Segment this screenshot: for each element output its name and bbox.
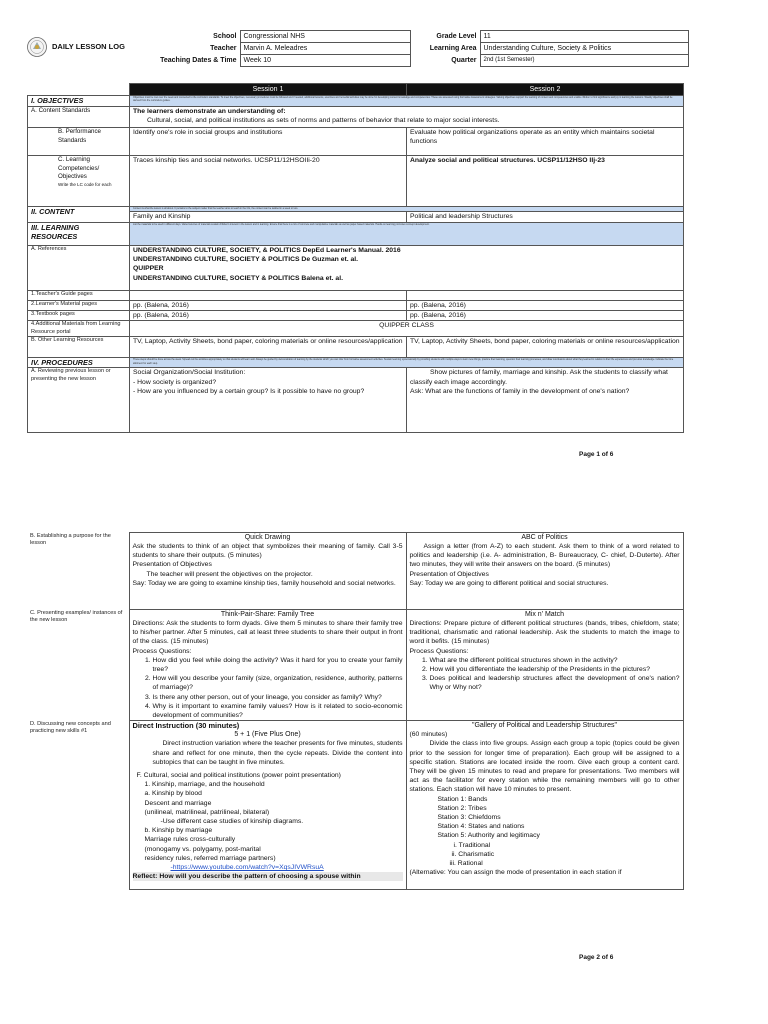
establishing-s2-po: Presentation of Objectives: [409, 570, 489, 578]
presenting-s2-pq: Process Questions:: [409, 647, 469, 655]
other-label: B. Other Learning Resources: [28, 337, 130, 358]
reference-1: UNDERSTANDING CULTURE, SOCIETY, & POLITICS DepEd Learner's Manual. 2016: [133, 247, 401, 254]
lm-s2: pp. (Balena, 2016): [407, 301, 684, 311]
discussing-s1-line6: -Use different case studies of kinship diagrams.: [160, 818, 304, 826]
procedures-note: These steps should be done across the week. Spread out the activities appropriately so that students will learn well. Always be guided by demonstration of learning by the students which you can infer from formative assessment activities. Sustain learning systematically by providing students with multiple ways to learn new things, practice their learning, question their learning processes, and draw conclusions about what they learned in relation to their life experiences and previous knowledge. Indicate the time allotment for each step.: [130, 358, 684, 368]
discussing-s1-line9: (monogamy vs. polygamy, post-marital: [144, 845, 261, 853]
tg-label: 1.Teacher's Guide pages: [28, 291, 130, 301]
discussing-s1-line7: b. Kinship by marriage: [144, 827, 213, 835]
content-standards-line1: The learners demonstrate an understanding of:: [133, 108, 286, 115]
performance-s2: Evaluate how political organizations operate as an entity which maintains societal functions: [407, 128, 684, 156]
lesson-table-page1: [27, 83, 684, 433]
presenting-s1-body: Directions: Ask the students to form dyads. Give them 5 minutes to share their family tree to his/her partner. After 5 minutes, call at least three students to share their output in front of the class. (15 minutes): [132, 620, 403, 646]
discussing-s1-line3: a. Kinship by blood: [144, 790, 202, 798]
discussing-s1-reflect: Reflect: How will you describe the pattern of choosing a spouse within: [133, 872, 403, 881]
additional-label: 4.Additional Materials from Learning Resource portal: [28, 321, 130, 337]
performance-s1: Identify one's role in social groups and institutions: [130, 128, 407, 156]
presenting-label: C. Presenting examples/ instances of the new lesson: [27, 610, 129, 721]
content-standards-label: A. Content Standards: [28, 107, 130, 128]
presenting-s1-q4: 4. Why is it important to examine family values? How is it related to socio-economic development of communities?: [153, 702, 403, 720]
content-heading: II. CONTENT: [28, 207, 130, 223]
discussing-s2-sub3: iii. Rational: [449, 860, 483, 868]
discussing-label: D. Discussing new concepts and practicing new skills #1: [27, 721, 129, 890]
reviewing-s1-line1: Social Organization/Social Institution:: [133, 369, 246, 377]
session-2-header: Session 2: [407, 84, 684, 96]
presenting-s2-body: Directions: Prepare picture of different political structures (bands, tribes, chiefdom, state; traditional, charismatic and rational leadership. Ask the students to match the image to word it befits. (15 minutes): [409, 620, 680, 646]
discussing-s2-body: Divide the class into five groups. Assign each group a topic (topics could be given prior to the session for longer time of preparation). Each group will be assigned to a specific station. Stations are located inside the room. Give each group a content card. They will be given 15 minutes to read and prepare for presentations. Two members will act as the facilitator for every station while the remaining members will go to other stations. Each station will have 10 minutes to present.: [409, 740, 680, 794]
other-s2: TV, Laptop, Activity Sheets, bond paper, coloring materials or online resources/application: [407, 337, 684, 358]
content-s2: Political and leadership Structures: [407, 212, 684, 223]
reference-4: UNDERSTANDING CULTURE, SOCIETY & POLITICS Balena et. al.: [133, 274, 343, 282]
grade-label: Grade Level: [436, 32, 477, 40]
discussing-s2-sub1: i. Traditional: [453, 841, 491, 849]
reviewing-s1-line2: - How society is organized?: [133, 378, 217, 386]
discussing-s2-station5: Station 5: Authority and legitimacy: [437, 832, 540, 840]
reviewing-label: A. Reviewing previous lesson or presenting the new lesson: [28, 368, 130, 433]
deped-seal: [27, 37, 47, 57]
discussing-s1-line1: F. Cultural, social and political institutions (power point presentation): [136, 772, 341, 780]
presenting-s2-q3: 3. Does political and leadership structures affect the development of one's nation? Why or Why not?: [430, 674, 680, 692]
page-number-2: Page 2 of 6: [579, 954, 614, 961]
discussing-s1-line2: 1. Kinship, marriage, and the household: [144, 781, 265, 789]
header-table: [132, 30, 689, 67]
discussing-s1-line8: Marriage rules cross-culturally: [144, 836, 236, 844]
school-label: School: [213, 32, 237, 40]
additional-value: QUIPPER CLASS: [130, 321, 684, 337]
teacher-label: Teacher: [210, 44, 237, 52]
discussing-s2-station4: Station 4: States and nations: [437, 823, 525, 831]
quarter-label: Quarter: [451, 56, 477, 64]
session-1-header: Session 1: [130, 84, 407, 96]
competencies-note: Write the LC code for each: [58, 181, 112, 187]
dates-value: Week 10: [240, 55, 410, 67]
presenting-s2-q1: 1. What are the different political structures shown in the activity?: [430, 656, 680, 665]
presenting-s2-q2: 2. How will you differentiate the leadership of the Presidents in the pictures?: [430, 665, 680, 674]
presenting-s1-q3: 3. Is there any other person, out of your lineage, you consider as family? Why?: [153, 693, 403, 702]
reference-3: QUIPPER: [133, 265, 164, 273]
references-label: A. References: [28, 246, 130, 291]
establishing-s1-body: Ask the students to think of an object that symbolizes their meaning of family. Call 3-5 students to share their outputs. (5 minutes): [132, 543, 403, 560]
establishing-s2-body: Assign a letter (from A-Z) to each student. Ask them to think of a word related to politics and leadership (i.e. A- administration, B- Bureaucracy, C- chief, D-Duterte). After two minutes, they will write their answers on the board. (5 minutes): [409, 543, 680, 569]
grade-value: 11: [480, 31, 688, 43]
presenting-s1-q1: 1. How did you feel while doing the activity? Was it hard for you to create your family tree?: [153, 656, 403, 674]
resources-heading: III. LEARNING RESOURCES: [28, 223, 130, 246]
reviewing-s2-line1: Show pictures of family, marriage and kinship. Ask the students to classify what classify each image accordingly.: [410, 369, 668, 386]
performance-standards-label: B. Performance Standards: [28, 128, 130, 156]
discussing-s1-line10: residency rules, referred marriage partners): [144, 854, 276, 862]
establishing-s1-title: Quick Drawing: [244, 534, 291, 541]
other-s1: TV, Laptop, Activity Sheets, bond paper, coloring materials or online resources/application: [130, 337, 407, 358]
establishing-s1-teacher: The teacher will present the objectives on the projector.: [146, 570, 313, 578]
discussing-s2-alt: (Alternative: You can assign the mode of presentation in each station if: [409, 869, 622, 877]
area-label: Learning Area: [429, 44, 477, 52]
competencies-s2: Analyze social and political structures. UCSP11/12HSO IIj-23: [407, 156, 684, 207]
establishing-s2-title: ABC of Politics: [521, 534, 568, 541]
discussing-s1-line5: (unilineal, matrilineal, patrilineal, bilateral): [144, 808, 270, 816]
reviewing-s1-line3: - How are you influenced by a certain group? Is it possible to have no group?: [133, 387, 365, 395]
discussing-s2-title: "Gallery of Political and Leadership Structures": [471, 722, 618, 730]
discussing-s2-station2: Station 2: Tribes: [437, 804, 487, 812]
doc-title: DAILY LESSON LOG: [52, 42, 125, 51]
competencies-label: C. Learning Competencies/ Objectives: [58, 156, 100, 180]
establishing-s2-say: Say: Today we are going to different political and social structures.: [409, 579, 609, 587]
content-standards-line2: Cultural, social, and political institutions as sets of norms and patterns of behavior that relate to major social interests.: [147, 117, 500, 125]
tb-label: 3.Textbook pages: [28, 311, 130, 321]
discussing-s2-sub2: ii. Charismatic: [451, 850, 495, 858]
dates-label: Teaching Dates & Time: [160, 56, 237, 64]
discussing-s1-head: Direct Instruction (30 minutes): [132, 721, 240, 731]
discussing-s1-sub: 5 + 1 (Five Plus One): [234, 731, 301, 739]
objectives-heading: I. OBJECTIVES: [28, 96, 130, 107]
objectives-note: Objectives must be met over the week and connected to the curriculum standards. To meet the objectives, necessary procedures must be followed and if needed, additional lessons, exercises and remedial activities may be done for developing content knowledge and competencies. These are assessed using Formative Assessment strategies. Valuing objectives support the learning of content and competencies and enable children to find significance and joy in learning the lessons. Weekly objectives shall be derived from the curriculum guides.: [130, 96, 684, 107]
presenting-s1-q2: 2. How will you describe your family (size, organization, residence, authority, patterns of marriage)?: [153, 674, 403, 692]
tb-s1: pp. (Balena, 2016): [130, 311, 407, 321]
competencies-s1: Traces kinship ties and social networks. UCSP11/12HSOIIi-20: [130, 156, 407, 207]
establishing-s1-say: Say: Today we are going to examine kinship ties, family household and social networks.: [132, 579, 396, 587]
discussing-s2-station1: Station 1: Bands: [437, 795, 488, 803]
reference-2: UNDERSTANDING CULTURE, SOCIETY & POLITICS De Guzman et. al.: [133, 256, 359, 264]
page-number-1: Page 1 of 6: [579, 451, 614, 458]
quarter-value: 2nd (1st Semester): [480, 55, 688, 67]
teacher-value: Marvin A. Meleadres: [240, 43, 410, 55]
presenting-s2-title: Mix n' Match: [524, 611, 565, 618]
tb-s2: pp. (Balena, 2016): [407, 311, 684, 321]
school-value: Congressional NHS: [240, 31, 410, 43]
area-value: Understanding Culture, Society & Politics: [480, 43, 688, 55]
discussing-s2-time: (60 minutes): [409, 731, 448, 739]
content-note: Content is what the lesson is all about. It pertains to the subject matter that the teacher aims to teach in the CG, the content can be tackled in a week or two.: [130, 207, 684, 212]
lesson-table-page2: [27, 532, 684, 890]
discussing-s1-link[interactable]: -https://www.youtube.com/watch?v=XqsJIVWRsuA: [170, 864, 324, 872]
reviewing-s2-line2: Ask: What are the functions of family in the development of one's nation?: [410, 387, 630, 395]
establishing-s1-po: Presentation of Objectives: [132, 561, 212, 569]
establishing-label: B. Establishing a purpose for the lesson: [27, 533, 129, 610]
resources-note: List the materials to be used in different days. Varied sources of materials sustain children's interest in the lesson and in learning. Ensure that there is a mix of concrete and manipulative materials as well as paper-based materials. Hands-on learning promotes concept development.: [130, 223, 684, 246]
presenting-s1-pq: Process Questions:: [132, 647, 192, 655]
lm-label: 2.Learner's Material pages: [28, 301, 130, 311]
discussing-s1-body: Direct instruction variation where the teacher presents for five minutes, students share and reflect for one minute, then the cycle repeats. Divide the content into subtopics that can be taught in five minutes.: [152, 740, 403, 766]
lm-s1: pp. (Balena, 2016): [130, 301, 407, 311]
discussing-s2-station3: Station 3: Chiefdoms: [437, 814, 501, 822]
discussing-s1-line4: Descent and marriage: [144, 799, 212, 807]
procedures-heading: IV. PROCEDURES: [28, 358, 130, 368]
presenting-s1-title: Think-Pair-Share: Family Tree: [220, 611, 315, 618]
content-s1: Family and Kinship: [130, 212, 407, 223]
